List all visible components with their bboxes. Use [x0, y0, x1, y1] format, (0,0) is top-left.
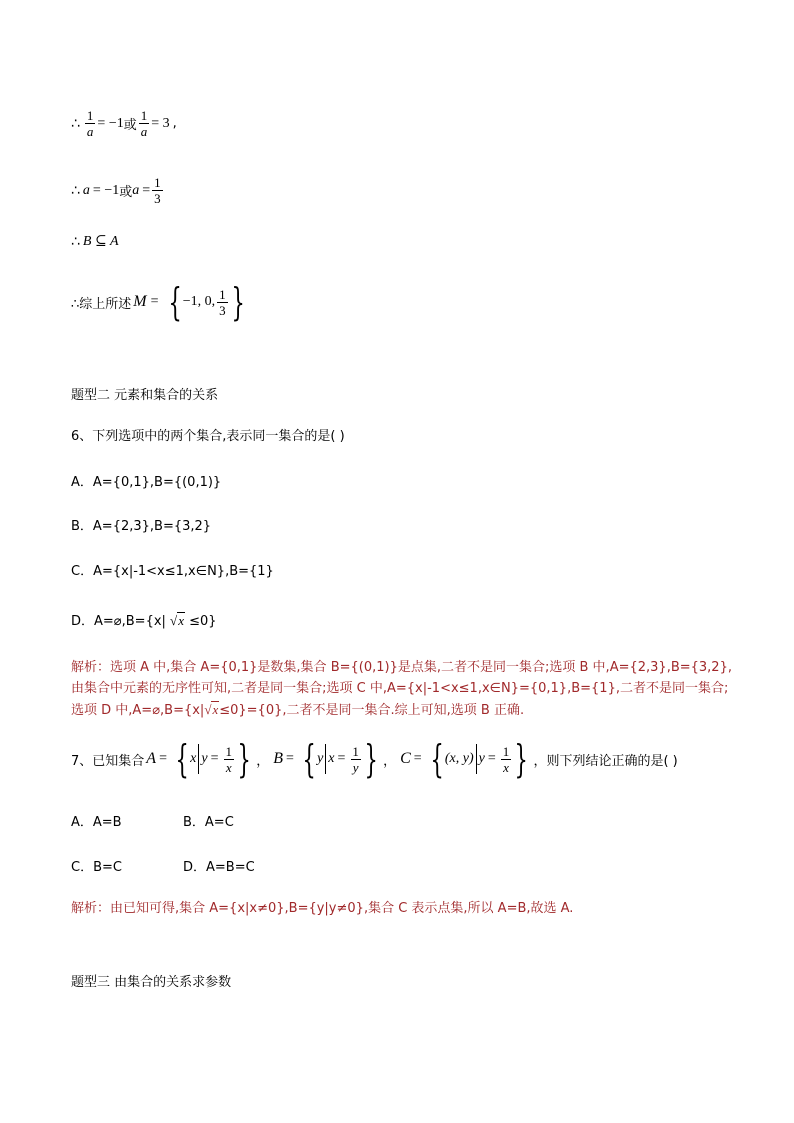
question-7-option-b: B．A=C [183, 815, 234, 830]
ordered-pair: (x, y) [444, 751, 474, 766]
variable-m: M [133, 293, 147, 310]
fraction-one-over-a: $\frac{1}{a}$ [86, 108, 94, 139]
set-builder-bar [198, 744, 199, 774]
fraction-one-over-y: $\frac{1}{y}$ [352, 743, 359, 775]
sqrt-x: √x [170, 613, 184, 628]
variable-a: a [82, 182, 90, 198]
right-brace: } [237, 737, 251, 781]
question-7-option-d: D．A=B=C [183, 860, 255, 875]
therefore-symbol: ∴ [71, 115, 80, 132]
right-brace: } [514, 737, 529, 781]
question-7-number: 7、已知集合 [71, 753, 145, 769]
therefore-symbol: ∴ [71, 233, 80, 250]
comma: , [172, 116, 177, 131]
section-heading-3: 题型三 由集合的关系求参数 [71, 975, 232, 990]
question-6-analysis-line-2: 由集合中元素的无序性可知,二者是同一集合;选项 C 中,A={x|-1<x≤1,x∈N}={0,1},B={1},二者不是同一集合; [71, 681, 729, 696]
fraction-one-third: $\frac{1}{3}$ [154, 175, 161, 206]
derivation-line-1 [71, 108, 177, 139]
right-brace: } [364, 737, 378, 781]
equals-sign: = [142, 182, 151, 198]
equals-three: = 3 [151, 115, 170, 131]
left-brace: { [430, 737, 444, 781]
left-brace: { [302, 737, 316, 781]
left-brace: { [167, 280, 182, 324]
or-word: 或 [119, 185, 133, 200]
question-7-analysis: 解析：由已知可得,集合 A={x|x≠0},B={y|y≠0},集合 C 表示点集,所以 A=B,故选 A. [71, 901, 574, 916]
set-builder-bar [325, 744, 326, 774]
conclusion-prefix: ∴综上所述 [71, 296, 132, 312]
therefore-symbol: ∴ [71, 182, 80, 199]
question-6-option-c: C．A={x|-1<x≤1,x∈N},B={1} [71, 564, 274, 579]
question-7-tail: ，则下列结论正确的是( ) [533, 753, 678, 769]
fraction-one-over-x: $\frac{1}{x}$ [502, 743, 510, 775]
question-6-option-b: B．A={2,3},B={3,2} [71, 519, 212, 534]
left-brace: { [175, 737, 189, 781]
question-6-analysis-line-1: 解析：选项 A 中,集合 A={0,1}是数集,集合 B={(0,1)}是点集,二者不是同一集合;选项 B 中,A={2,3},B={3,2}, [71, 660, 732, 675]
set-a-name: A [146, 750, 157, 767]
set-b-name: B [273, 750, 283, 767]
fraction-one-third: $\frac{1}{3}$ [219, 286, 226, 318]
subset-expression: B ⊆ A [82, 234, 119, 249]
derivation-line-2 [71, 175, 165, 206]
or-word: 或 [123, 118, 137, 133]
question-6-analysis-line-3: 选项 D 中,A=⌀,B={x|√x≤0}={0},二者不是同一集合.综上可知,选项 B 正确. [71, 702, 525, 718]
equals-minus-one: = −1 [97, 115, 124, 131]
section-heading-2: 题型二 元素和集合的关系 [71, 388, 219, 403]
question-6-option-a: A．A={0,1},B={(0,1)} [71, 475, 222, 490]
fraction-one-over-a: $\frac{1}{a}$ [140, 108, 148, 139]
question-6-stem: 6、下列选项中的两个集合,表示同一集合的是( ) [71, 429, 345, 444]
derivation-line-3 [71, 233, 119, 250]
question-7-stem: 7、已知集合 A = { x y = $\frac{1}{x}$ } ， B = { y x = $\frac{1}{y}$ } ， C = { (x, y) y = $\frac{1}{x}$ } ，则下列结论正确的是( ) [71, 737, 678, 781]
set-builder-bar [476, 744, 477, 774]
variable-a: a [132, 182, 140, 198]
question-6-option-d: D．A=⌀,B={x| √x ≤0} [71, 613, 217, 629]
equals-minus-one: = −1 [92, 182, 120, 198]
sqrt-x: √x [204, 702, 219, 717]
fraction-one-over-x: $\frac{1}{x}$ [225, 743, 232, 775]
set-elements: −1, 0, [182, 294, 216, 309]
set-c-name: C [400, 750, 411, 767]
derivation-line-4 [71, 280, 250, 324]
equals-sign: = [150, 294, 159, 309]
right-brace: } [231, 280, 245, 324]
question-7-option-a: A．A=B [71, 815, 122, 830]
question-7-option-c: C．B=C [71, 860, 122, 875]
